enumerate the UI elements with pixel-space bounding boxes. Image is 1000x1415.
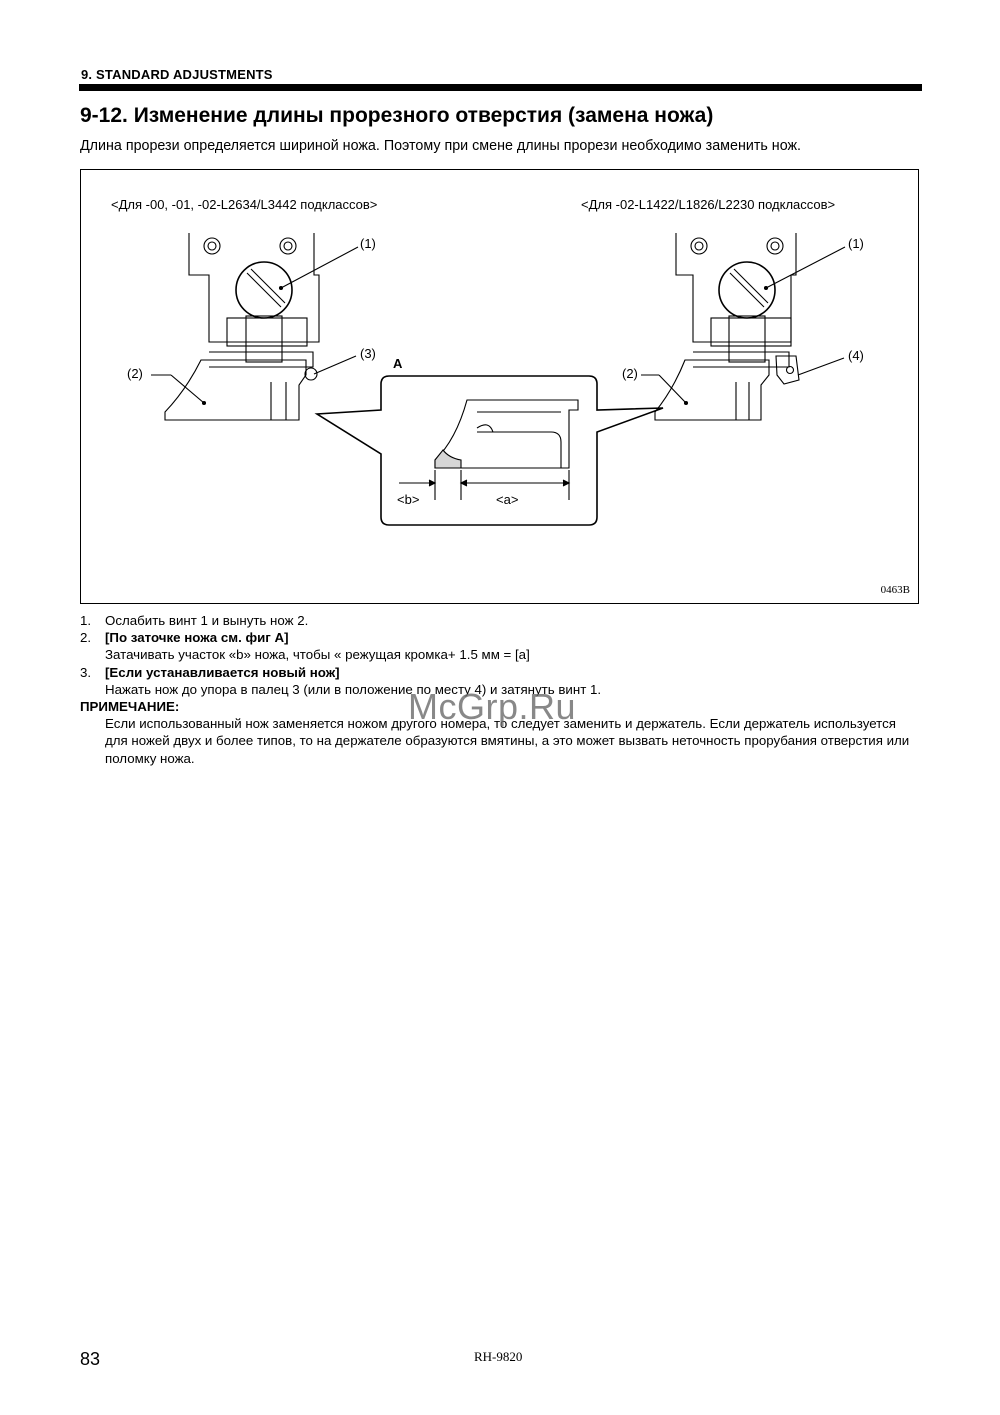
step-1: 1. Ослабить винт 1 и вынуть нож 2.: [80, 613, 309, 628]
figure-frame: [80, 169, 919, 604]
page-title: 9-12. Изменение длины прорезного отверстия (замена ножа): [80, 104, 714, 127]
knife-diagram: [81, 170, 920, 605]
right-knife-assembly: [641, 233, 845, 420]
step-2-heading: [По заточке ножа см. фиг A]: [105, 630, 289, 646]
document-code: RH-9820: [474, 1349, 523, 1364]
step-3-heading: [Если устанавливается новый нож]: [105, 664, 340, 680]
step-2-text: Затачивать участок «b» ножа, чтобы « режущая кромка+ 1.5 мм = [a]: [105, 647, 530, 663]
callout-4: (4): [848, 348, 864, 363]
step-3: 3. [Если устанавливается новый нож]: [80, 664, 340, 680]
note-text: Если использованный нож заменяется ножом другого номера, то следует заменить и держатель. Если держатель используется для ножей двух и более типов, то на держателе образуются вмятины, а это может вызвать неточность прорубания отверстия или поломку ножа.: [105, 716, 910, 766]
detail-a-balloon: [317, 376, 663, 525]
page-number: 83: [80, 1349, 101, 1369]
dimension-a: <a>: [496, 492, 519, 507]
step-2: 2. [По заточке ножа см. фиг A]: [80, 630, 289, 646]
callout-2-right: (2): [622, 366, 638, 381]
left-knife-assembly: [151, 233, 358, 420]
callout-1-right: (1): [848, 236, 864, 251]
intro-paragraph: Длина прорези определяется шириной ножа. Поэтому при смене длины прорези необходимо заменить нож.: [80, 138, 802, 154]
callout-3: (3): [360, 346, 376, 361]
watermark: McGrp.Ru: [408, 686, 577, 727]
figure-code: 0463B: [880, 584, 910, 596]
detail-label: A: [393, 356, 403, 371]
callout-2-left: (2): [127, 366, 143, 381]
dimension-b: <b>: [397, 492, 420, 507]
callout-1-left: (1): [360, 236, 376, 251]
section-label: 9. STANDARD ADJUSTMENTS: [81, 67, 273, 82]
step-1-text: Ослабить винт 1 и вынуть нож 2.: [105, 613, 309, 628]
step-3-text: Нажать нож до упора в палец 3 (или в положение по месту 4) и затянуть винт 1.: [105, 681, 602, 697]
caption-left: <Для -00, -01, -02-L2634/L3442 подклассов>: [111, 197, 378, 212]
header-rule: [79, 84, 922, 91]
note-heading: ПРИМЕЧАНИЕ:: [80, 699, 180, 715]
caption-right: <Для -02-L1422/L1826/L2230 подклассов>: [581, 197, 836, 212]
